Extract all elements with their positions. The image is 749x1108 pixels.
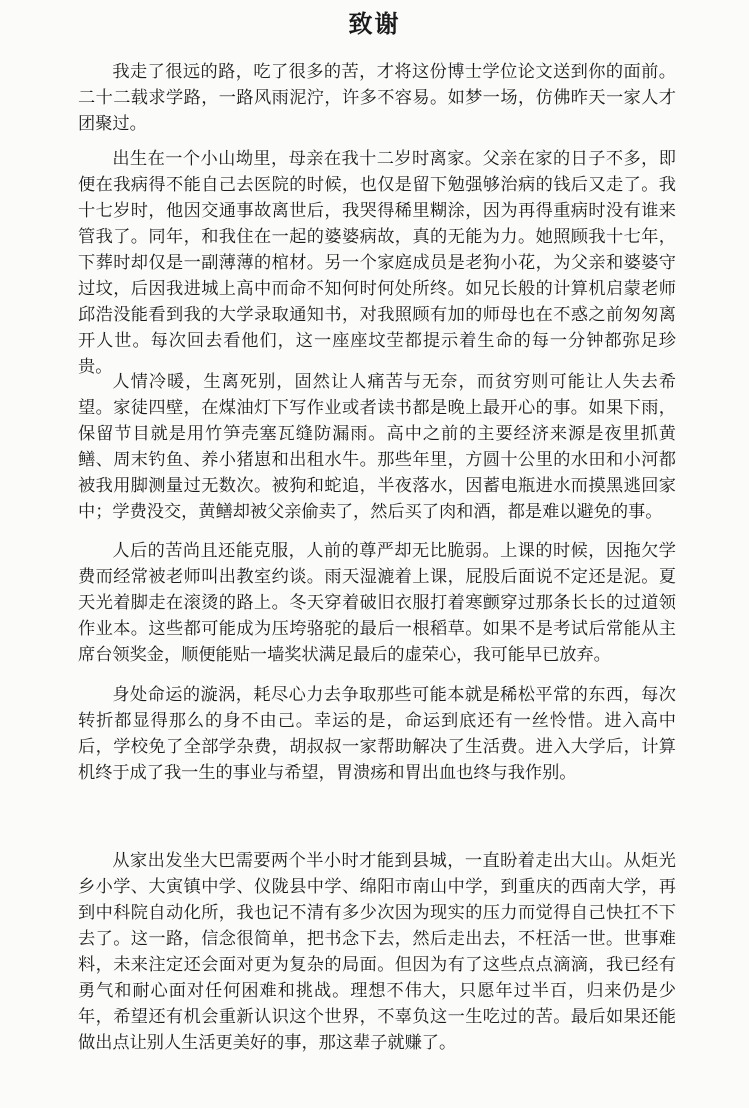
paragraph: 出生在一个小山坳里，母亲在我十二岁时离家。父亲在家的日子不多，即便在我病得不能自己去医院的时候，也仅是留下勉强够治病的钱后又走了。我十七岁时，他因交通事故离世后，我哭得稀里糊涂，因为再得重病时没有谁来管我了。同年，和我住在一起的婆婆病故，真的无能为力。她照顾我十七年，下葬时却仅是一副薄薄的棺材。另一个家庭成员是老狗小花，为父亲和婆婆守过坟，后因我进城上高中而命不知何时何处所终。如兄长般的计算机启蒙老师邱浩没能看到我的大学录取通知书，对我照顾有加的师母也在不惑之前匆匆离开人世。每次回去看他们，这一座座坟茔都提示着生命的每一分钟都弥足珍贵。 bbox=[78, 149, 676, 377]
paragraph-block bbox=[78, 848, 676, 1056]
paragraph: 我走了很远的路，吃了很多的苦，才将这份博士学位论文送到你的面前。二十二载求学路，一路风雨泥泞，许多不容易。如梦一场，仿佛昨天一家人才团聚过。 bbox=[78, 62, 676, 134]
page-title: 致谢 bbox=[348, 10, 401, 38]
paragraph: 人情冷暖，生离死别，固然让人痛苦与无奈，而贫穷则可能让人失去希望。家徒四壁，在煤油灯下写作业或者读书都是晚上最开心的事。如果下雨，保留节目就是用竹笋壳塞瓦缝防漏雨。高中之前的主要经济来源是夜里抓黄鳝、周末钓鱼、养小猪崽和出租水牛。那些年里，方圆十公里的水田和小河都被我用脚测量过无数次。被狗和蛇追，半夜落水，因蓄电瓶进水而摸黑逃回家中；学费没交，黄鳝却被父亲偷卖了，然后买了肉和酒，都是难以避免的事。 bbox=[78, 372, 676, 522]
paragraph: 身处命运的漩涡，耗尽心力去争取那些可能本就是稀松平常的东西，每次转折都显得那么的身不由己。幸运的是，命运到底还有一丝怜惜。进入高中后，学校免了全部学杂费，胡叔叔一家帮助解决了生活费。进入大学后，计算机终于成了我一生的事业与希望，胃溃疡和胃出血也终与我作别。 bbox=[78, 685, 676, 783]
paragraph-block bbox=[78, 146, 676, 380]
paragraph-block bbox=[78, 59, 676, 137]
paragraph-block bbox=[78, 538, 676, 668]
paragraph-block bbox=[78, 369, 676, 525]
paragraph: 从家出发坐大巴需要两个半小时才能到县城，一直盼着走出大山。从炬光乡小学、大寅镇中学、仪陇县中学、绵阳市南山中学，到重庆的西南大学，再到中科院自动化所，我也记不清有多少次因为现实的压力而觉得自己快扛不下去了。这一路，信念很简单，把书念下去，然后走出去，不枉活一世。世事难料，未来注定还会面对更为复杂的局面。但因为有了这些点点滴滴，我已经有勇气和耐心面对任何困难和挑战。理想不伟大，只愿年过半百，归来仍是少年，希望还有机会重新认识这个世界，不辜负这一生吃过的苦。最后如果还能做出点让别人生活更美好的事，那这辈子就赚了。 bbox=[78, 851, 676, 1053]
paragraph: 人后的苦尚且还能克服，人前的尊严却无比脆弱。上课的时候，因拖欠学费而经常被老师叫出教室约谈。雨天湿漉着上课，屁股后面说不定还是泥。夏天光着脚走在滚烫的路上。冬天穿着破旧衣服打着寒颤穿过那条长长的过道领作业本。这些都可能成为压垮骆驼的最后一根稻草。如果不是考试后常能从主席台领奖金，顺便能贴一墙奖状满足最后的虚荣心，我可能早已放弃。 bbox=[78, 541, 676, 665]
paragraph-block bbox=[78, 682, 676, 786]
